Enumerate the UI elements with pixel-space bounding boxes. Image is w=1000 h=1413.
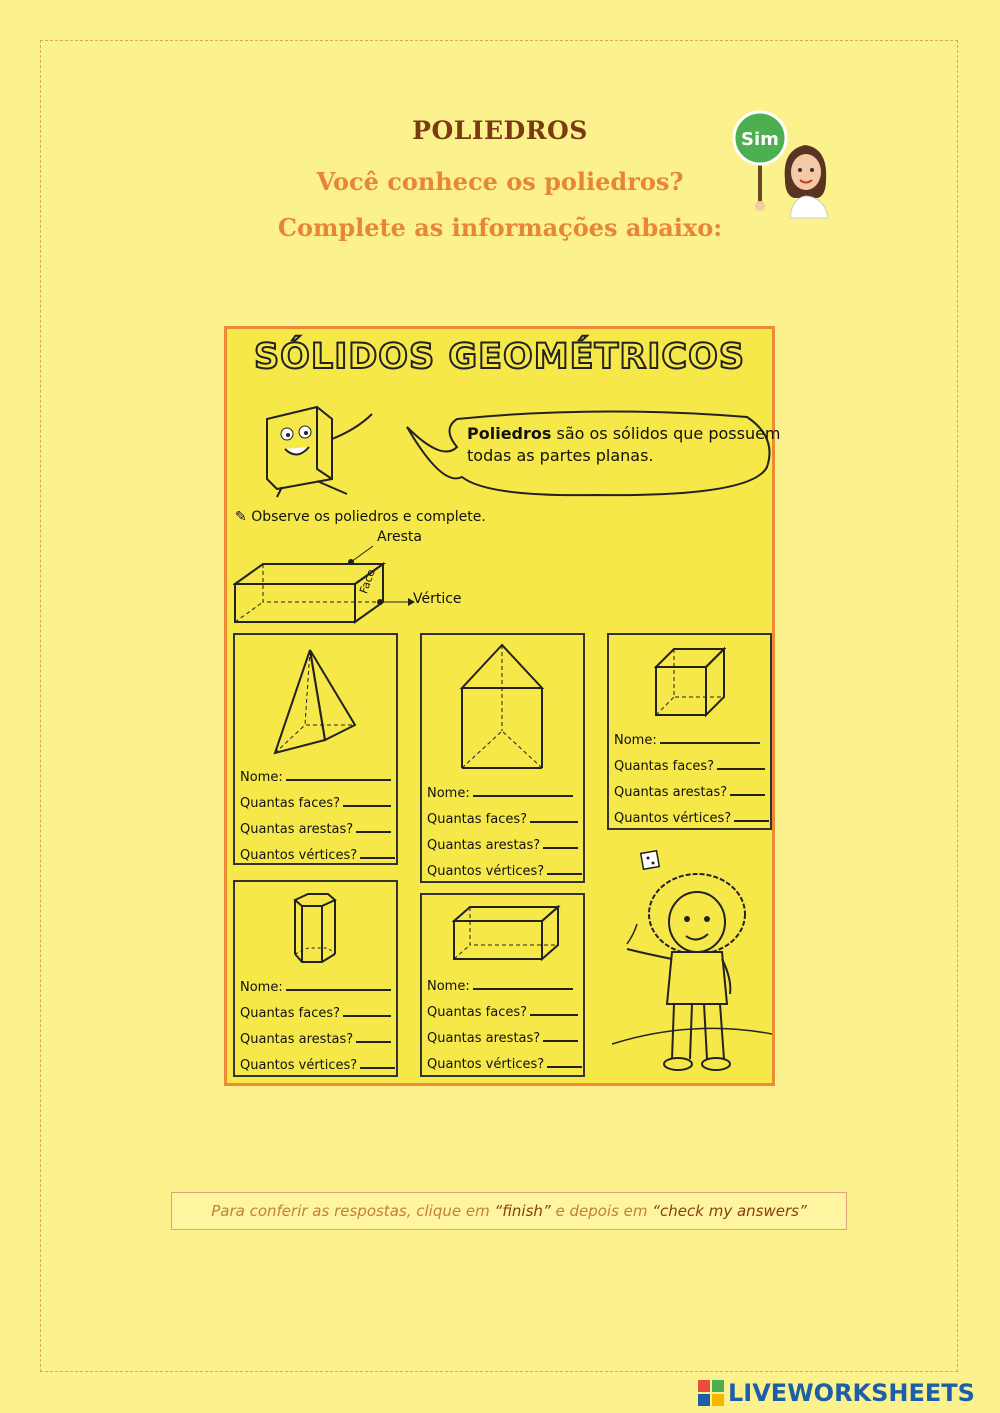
sign-text: Sim xyxy=(741,129,779,150)
answer-blank[interactable] xyxy=(343,1005,391,1017)
q-edges-label: Quantas arestas? xyxy=(240,1032,354,1047)
q-vertices-label: Quantos vértices? xyxy=(240,848,358,863)
answer-blank[interactable] xyxy=(356,1031,391,1043)
answer-blank[interactable] xyxy=(286,979,391,991)
speech-text xyxy=(467,423,787,467)
q-edges-label: Quantas arestas? xyxy=(427,1031,541,1046)
q-faces-label: Quantas faces? xyxy=(240,796,341,811)
q-faces-label: Quantas faces? xyxy=(427,1005,528,1020)
q-faces-label: Quantas faces? xyxy=(427,812,528,827)
solid-box-rectangular-prism xyxy=(420,893,585,1077)
answer-blank[interactable] xyxy=(343,795,391,807)
solid-box-triangular-prism xyxy=(420,633,585,883)
q-edges-label: Quantas arestas? xyxy=(240,822,354,837)
girl-illustration xyxy=(612,844,772,1079)
q-vertices-label: Quantos vértices? xyxy=(427,1057,545,1072)
cube-drawing xyxy=(654,645,729,720)
rectangular-prism-drawing xyxy=(452,903,562,963)
q-name-label: Nome: xyxy=(427,786,470,801)
worksheet-image xyxy=(224,326,781,1086)
page-title: POLIEDROS xyxy=(412,116,588,145)
q-vertices-label: Quantos vértices? xyxy=(427,864,545,879)
speech-rest: são os sólidos que possuem todas as partes planas. xyxy=(467,424,781,465)
answer-blank[interactable] xyxy=(543,1030,578,1042)
q-edges-label: Quantas arestas? xyxy=(427,838,541,853)
q-name-label: Nome: xyxy=(240,770,283,785)
answer-blank[interactable] xyxy=(717,758,765,770)
answer-blank[interactable] xyxy=(547,863,582,875)
hexagonal-prism-drawing xyxy=(290,892,340,967)
pyramid-drawing xyxy=(265,645,365,760)
q-vertices-label: Quantos vértices? xyxy=(240,1058,358,1073)
answer-blank[interactable] xyxy=(473,785,573,797)
q-name-label: Nome: xyxy=(614,733,657,748)
q-vertices-label: Quantos vértices? xyxy=(614,811,732,826)
liveworksheets-logo-icon xyxy=(698,1380,724,1406)
answer-blank[interactable] xyxy=(530,811,578,823)
notice-check: “check my answers” xyxy=(652,1202,807,1220)
page-instruction: Complete as informações abaixo: xyxy=(277,213,723,242)
label-face: Face xyxy=(357,567,378,596)
label-vertice: Vértice xyxy=(413,591,462,607)
answer-blank[interactable] xyxy=(360,1057,395,1069)
triangular-prism-drawing xyxy=(457,643,552,778)
q-name-label: Nome: xyxy=(427,979,470,994)
notice-finish: “finish” xyxy=(494,1202,551,1220)
answer-blank[interactable] xyxy=(734,810,769,822)
page-subtitle: Você conhece os poliedros? xyxy=(316,167,684,196)
instruction-notice xyxy=(171,1192,847,1230)
answer-blank[interactable] xyxy=(547,1056,582,1068)
observe-instruction: ✎ Observe os poliedros e complete. xyxy=(235,509,486,525)
answer-blank[interactable] xyxy=(530,1004,578,1016)
answer-blank[interactable] xyxy=(286,769,391,781)
brand-name[interactable]: LIVEWORKSHEETS xyxy=(728,1379,975,1407)
label-aresta: Aresta xyxy=(377,529,423,545)
answer-blank[interactable] xyxy=(730,784,765,796)
solid-box-pyramid xyxy=(233,633,398,865)
cube-mascot xyxy=(257,399,407,499)
teacher-avatar xyxy=(730,110,840,225)
q-edges-label: Quantas arestas? xyxy=(614,785,728,800)
answer-blank[interactable] xyxy=(543,837,578,849)
brand-footer xyxy=(698,1378,975,1408)
q-faces-label: Quantas faces? xyxy=(614,759,715,774)
solid-box-cube xyxy=(607,633,772,830)
notice-middle: e depois em xyxy=(550,1202,653,1220)
answer-blank[interactable] xyxy=(660,732,760,744)
answer-blank[interactable] xyxy=(356,821,391,833)
speech-bold: Poliedros xyxy=(467,424,552,443)
observe-text: Observe os poliedros e complete. xyxy=(251,509,486,525)
answer-blank[interactable] xyxy=(473,978,573,990)
notice-prefix: Para conferir as respostas, clique em xyxy=(211,1202,495,1220)
q-faces-label: Quantas faces? xyxy=(240,1006,341,1021)
q-name-label: Nome: xyxy=(240,980,283,995)
answer-blank[interactable] xyxy=(360,847,395,859)
solid-box-hexagonal-prism xyxy=(233,880,398,1077)
worksheet-heading: SÓLIDOS GEOMÉTRICOS xyxy=(253,337,746,377)
